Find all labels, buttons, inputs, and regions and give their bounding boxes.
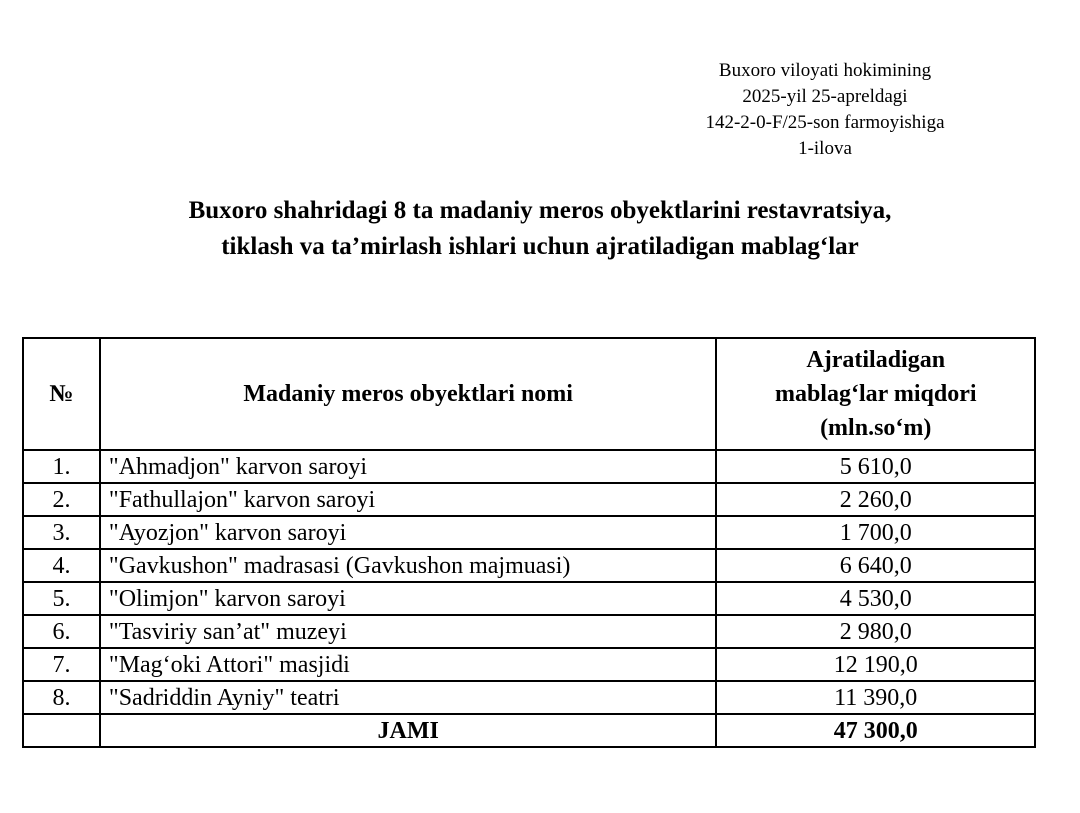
- table-row: [23, 648, 1035, 681]
- total-number-cell: [23, 714, 100, 747]
- total-row: [23, 714, 1035, 747]
- annex-line-3: 142-2-0-F/25-son farmoyishiga: [705, 112, 945, 133]
- row-number: 5.: [23, 582, 100, 615]
- table-row: [23, 516, 1035, 549]
- row-amount: 6 640,0: [716, 549, 1035, 582]
- table-row: [23, 615, 1035, 648]
- header-amount: [716, 338, 1035, 450]
- annex-block: [620, 58, 1030, 162]
- annex-line-1: Buxoro viloyati hokimining: [718, 60, 932, 81]
- row-amount: 11 390,0: [716, 681, 1035, 714]
- row-object-name: "Gavkushon" madrasasi (Gavkushon majmuasi): [100, 549, 717, 582]
- header-amount-line-3: (mln.so‘m): [820, 415, 932, 441]
- table-row: [23, 681, 1035, 714]
- row-number: 2.: [23, 483, 100, 516]
- row-object-name: "Olimjon" karvon saroyi: [100, 582, 717, 615]
- table-header-row: [23, 338, 1035, 450]
- row-number: 8.: [23, 681, 100, 714]
- row-number: 4.: [23, 549, 100, 582]
- table-row: [23, 483, 1035, 516]
- header-amount-line-2: mablag‘lar miqdori: [774, 381, 977, 407]
- table-row: [23, 582, 1035, 615]
- header-number: №: [23, 338, 100, 450]
- header-object-name: Madaniy meros obyektlari nomi: [100, 338, 717, 450]
- row-number: 3.: [23, 516, 100, 549]
- row-object-name: "Sadriddin Ayniy" teatri: [100, 681, 717, 714]
- total-amount: 47 300,0: [716, 714, 1035, 747]
- document-title: [60, 193, 1020, 265]
- table-row: [23, 450, 1035, 483]
- annex-line-4: 1-ilova: [798, 138, 852, 159]
- title-line-1: Buxoro shahridagi 8 ta madaniy meros obyektlarini restavratsiya,: [188, 197, 892, 224]
- header-amount-line-1: Ajratiladigan: [806, 347, 946, 373]
- row-amount: 1 700,0: [716, 516, 1035, 549]
- row-object-name: "Tasviriy san’at" muzeyi: [100, 615, 717, 648]
- row-object-name: "Ayozjon" karvon saroyi: [100, 516, 717, 549]
- row-amount: 4 530,0: [716, 582, 1035, 615]
- allocation-table: [22, 337, 1036, 748]
- row-object-name: "Fathullajon" karvon saroyi: [100, 483, 717, 516]
- total-label: JAMI: [100, 714, 717, 747]
- title-line-2: tiklash va ta’mirlash ishlari uchun ajratiladigan mablag‘lar: [221, 233, 859, 260]
- row-amount: 12 190,0: [716, 648, 1035, 681]
- row-amount: 2 260,0: [716, 483, 1035, 516]
- row-number: 1.: [23, 450, 100, 483]
- row-object-name: "Mag‘oki Attori" masjidi: [100, 648, 717, 681]
- annex-line-2: 2025-yil 25-apreldagi: [742, 86, 908, 107]
- row-object-name: "Ahmadjon" karvon saroyi: [100, 450, 717, 483]
- row-amount: 5 610,0: [716, 450, 1035, 483]
- table-row: [23, 549, 1035, 582]
- row-number: 6.: [23, 615, 100, 648]
- row-number: 7.: [23, 648, 100, 681]
- row-amount: 2 980,0: [716, 615, 1035, 648]
